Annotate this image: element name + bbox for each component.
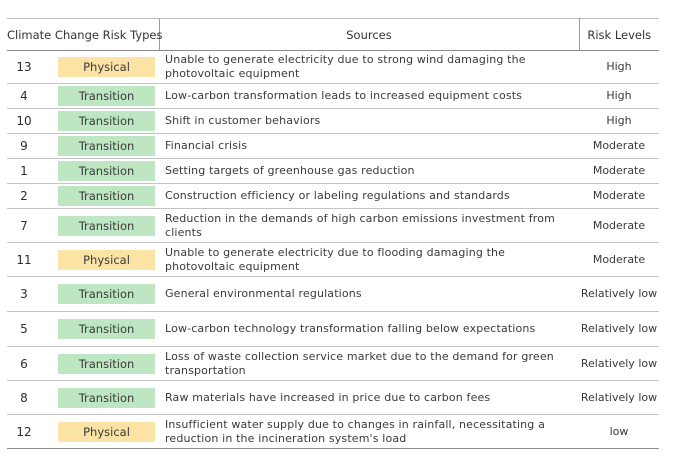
risk-id: 4 [7, 84, 41, 109]
risk-id: 3 [7, 277, 41, 312]
risk-type-badge: Transition [58, 354, 155, 374]
table-row [7, 347, 659, 381]
risk-level: Moderate [579, 209, 659, 243]
table-row [7, 415, 659, 449]
table-row [7, 243, 659, 277]
risk-type-cell [41, 347, 159, 381]
risk-id: 11 [7, 243, 41, 277]
risk-id: 6 [7, 347, 41, 381]
table-row [7, 312, 659, 347]
table-body [7, 51, 659, 449]
risk-type-badge: Transition [58, 136, 155, 156]
risk-level: High [579, 84, 659, 109]
risk-level: Moderate [579, 134, 659, 159]
risk-id: 10 [7, 109, 41, 134]
risk-source: Reduction in the demands of high carbon emissions investment from clients [159, 209, 579, 243]
risk-source: Unable to generate electricity due to strong wind damaging the photovoltaic equipment [159, 51, 579, 84]
risk-source: Raw materials have increased in price due to carbon fees [159, 381, 579, 415]
risk-type-badge: Transition [58, 161, 155, 181]
table-row [7, 277, 659, 312]
table-row [7, 51, 659, 84]
risk-level: Relatively low [579, 347, 659, 381]
risk-type-badge: Transition [58, 186, 155, 206]
header-risk-types: Climate Change Risk Types [7, 19, 159, 51]
risk-type-cell [41, 134, 159, 159]
table-row [7, 134, 659, 159]
risk-level: low [579, 415, 659, 449]
risk-id: 8 [7, 381, 41, 415]
table-row [7, 84, 659, 109]
risk-type-badge: Physical [58, 422, 155, 442]
risk-type-badge: Physical [58, 57, 155, 77]
risk-id: 5 [7, 312, 41, 347]
risk-id: 7 [7, 209, 41, 243]
risk-table-container [7, 18, 659, 449]
risk-type-cell [41, 184, 159, 209]
risk-level: Moderate [579, 243, 659, 277]
risk-id: 13 [7, 51, 41, 84]
risk-source: Low-carbon transformation leads to increased equipment costs [159, 84, 579, 109]
risk-source: Insufficient water supply due to changes in rainfall, necessitating a reduction in the incineration system's load [159, 415, 579, 449]
table-row [7, 381, 659, 415]
risk-type-cell [41, 159, 159, 184]
risk-type-badge: Transition [58, 319, 155, 339]
risk-type-cell [41, 109, 159, 134]
risk-type-badge: Transition [58, 111, 155, 131]
risk-table [7, 18, 659, 449]
risk-level: Moderate [579, 184, 659, 209]
table-row [7, 109, 659, 134]
risk-level: Relatively low [579, 381, 659, 415]
risk-id: 9 [7, 134, 41, 159]
risk-type-cell [41, 415, 159, 449]
table-row [7, 209, 659, 243]
risk-source: Financial crisis [159, 134, 579, 159]
risk-source: Shift in customer behaviors [159, 109, 579, 134]
risk-source: General environmental regulations [159, 277, 579, 312]
risk-type-badge: Transition [58, 388, 155, 408]
risk-type-cell [41, 243, 159, 277]
risk-type-cell [41, 277, 159, 312]
risk-type-badge: Physical [58, 250, 155, 270]
risk-source: Unable to generate electricity due to flooding damaging the photovoltaic equipment [159, 243, 579, 277]
risk-source: Loss of waste collection service market due to the demand for green transportation [159, 347, 579, 381]
header-risk-levels: Risk Levels [579, 19, 659, 51]
risk-source: Construction efficiency or labeling regulations and standards [159, 184, 579, 209]
risk-type-badge: Transition [58, 86, 155, 106]
table-header-row [7, 19, 659, 51]
risk-type-cell [41, 381, 159, 415]
table-row [7, 184, 659, 209]
risk-level: High [579, 51, 659, 84]
risk-type-badge: Transition [58, 216, 155, 236]
risk-id: 2 [7, 184, 41, 209]
risk-type-cell [41, 209, 159, 243]
risk-type-cell [41, 312, 159, 347]
risk-source: Low-carbon technology transformation falling below expectations [159, 312, 579, 347]
risk-type-badge: Transition [58, 284, 155, 304]
risk-type-cell [41, 51, 159, 84]
risk-level: High [579, 109, 659, 134]
risk-level: Relatively low [579, 312, 659, 347]
risk-type-cell [41, 84, 159, 109]
header-sources: Sources [159, 19, 579, 51]
risk-level: Relatively low [579, 277, 659, 312]
risk-level: Moderate [579, 159, 659, 184]
table-row [7, 159, 659, 184]
risk-id: 1 [7, 159, 41, 184]
risk-source: Setting targets of greenhouse gas reduction [159, 159, 579, 184]
risk-id: 12 [7, 415, 41, 449]
